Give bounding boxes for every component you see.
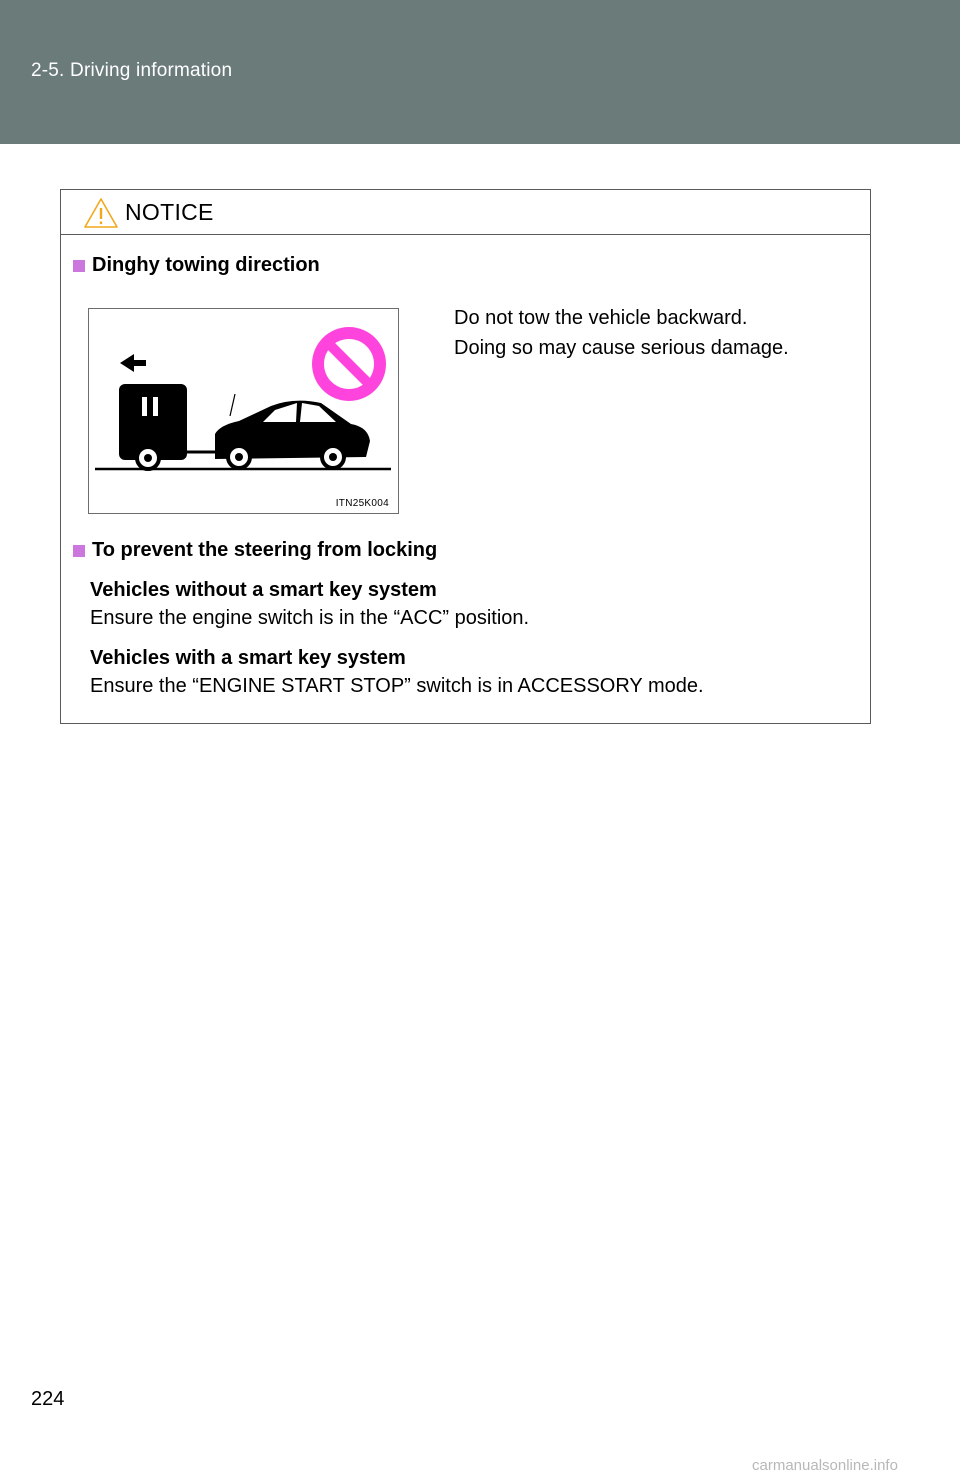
dinghy-towing-diagram [89, 309, 398, 513]
warning-triangle-icon [83, 197, 119, 229]
towing-illustration [88, 308, 399, 514]
towed-car-icon [215, 394, 370, 468]
figure-code: ITN25K004 [335, 498, 389, 509]
smart-key-text: Ensure the “ENGINE START STOP” switch is in ACCESSORY mode. [90, 675, 704, 697]
towing-warning-line1: Do not tow the vehicle backward. [454, 307, 748, 329]
square-bullet-icon [73, 260, 85, 272]
prohibition-icon [312, 327, 386, 401]
no-smart-key-heading: Vehicles without a smart key system [90, 579, 437, 601]
tow-vehicle-icon [119, 384, 187, 469]
page-header [0, 0, 960, 144]
direction-arrow-icon [120, 354, 146, 372]
towing-warning-text [454, 303, 854, 363]
watermark: carmanualsonline.info [752, 1457, 898, 1474]
smart-key-paragraph [90, 644, 850, 700]
no-smart-key-paragraph [90, 576, 850, 632]
section-breadcrumb: 2-5. Driving information [31, 60, 233, 81]
section-heading-text: To prevent the steering from locking [92, 539, 438, 561]
notice-header [61, 190, 870, 235]
towing-warning-line2: Doing so may cause serious damage. [454, 337, 789, 359]
section-heading-text: Dinghy towing direction [92, 254, 320, 276]
notice-box [60, 189, 871, 724]
square-bullet-icon [73, 545, 85, 557]
section-heading-steering [73, 539, 437, 562]
page-number: 224 [31, 1388, 65, 1410]
notice-title: NOTICE [125, 199, 214, 225]
no-smart-key-text: Ensure the engine switch is in the “ACC” position. [90, 607, 530, 629]
smart-key-heading: Vehicles with a smart key system [90, 647, 406, 669]
section-heading-towing [73, 254, 320, 277]
